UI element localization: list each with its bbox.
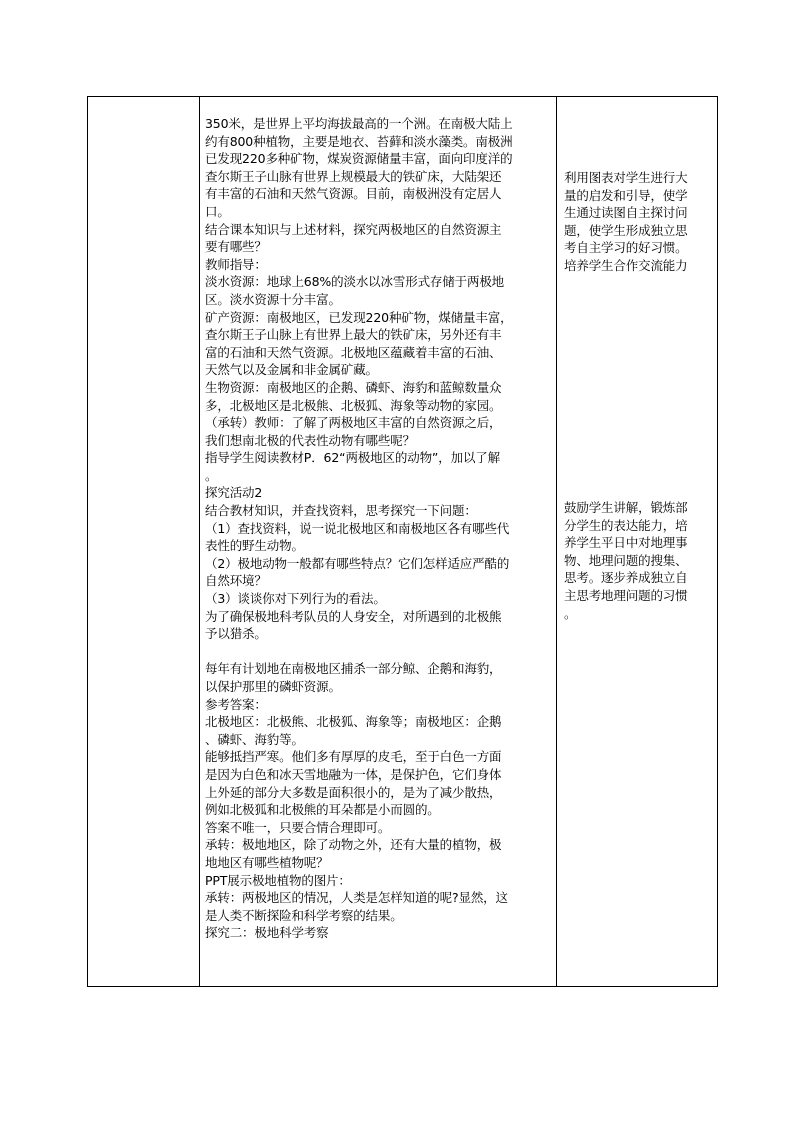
content-line: （2）极地动物一般都有哪些特点？它们怎样适应严酷的: [205, 555, 510, 571]
note-line: 利用图表对学生进行大: [564, 170, 688, 185]
note-line: 分学生的表达能力，培: [564, 517, 688, 533]
content-line: 、磷虾、海豹等。: [205, 731, 304, 747]
content-line: 北极地区：北极熊、北极狐、海象等；南极地区：企鹅: [205, 714, 502, 730]
note-line: 生通过读图自主探讨问: [564, 205, 688, 221]
content-line: 已发现220多种矿物，煤炭资源储量丰富，面向印度洋的: [205, 151, 513, 167]
content-line: 天然气以及金属和非金属矿藏。: [205, 362, 378, 378]
content-line: 结合教材知识，并查找资料，思考探究一下问题：: [205, 503, 477, 519]
content-line: [205, 643, 555, 661]
note-line: 。: [564, 605, 577, 621]
content-line: 区。淡水资源十分丰富。: [205, 291, 341, 307]
content-line: 是因为白色和冰天雪地融为一体，是保护色，它们身体: [205, 766, 502, 782]
column-divider-left: [199, 97, 200, 986]
content-line: 350米，是世界上平均海拔最高的一个洲。在南极大陆上: [205, 116, 513, 131]
note-line: 培养学生合作交流能力: [564, 257, 688, 273]
note-line: 主思考地理问题的习惯: [564, 587, 688, 603]
content-line: 参考答案：: [205, 696, 267, 712]
content-line: 每年有计划地在南极地区捕杀一部分鲸、企鹅和海豹，: [205, 661, 502, 677]
content-line: 是人类不断探险和科学考察的结果。: [205, 907, 403, 923]
content-line: 生物资源：南极地区的企鹅、磷虾、海豹和蓝鲸数量众: [205, 379, 502, 395]
note-line: 量的启发和引导，使学: [564, 187, 688, 203]
content-line: 例如北极狐和北极熊的耳朵都是小而圆的。: [205, 802, 440, 818]
content-line: 为了确保极地科考队员的人身安全，对所遇到的北极熊: [205, 608, 502, 624]
content-line: 。: [205, 467, 218, 483]
content-line: 要有哪些？: [205, 239, 267, 255]
content-line: 上外延的部分大多数是面积很小的，是为了减少散热，: [205, 784, 502, 800]
note-line: 思考。逐步养成独立自: [564, 570, 688, 586]
lesson-plan-table: [87, 96, 718, 987]
content-line: 探究二：极地科学考察: [205, 925, 329, 941]
content-line: （1）查找资料，说一说北极地区和南极地区各有哪些代: [205, 520, 510, 536]
design-intent-note-2: [564, 499, 716, 622]
content-line: 探究活动2: [205, 485, 263, 501]
content-line: 答案不唯一，只要合情合理即可。: [205, 819, 391, 835]
content-line: 表性的野生动物。: [205, 538, 304, 554]
note-line: 鼓励学生讲解，锻炼部: [564, 500, 688, 515]
content-line: 指导学生阅读教材P．62“两极地区的动物”，加以了解: [205, 450, 500, 466]
content-line: 淡水资源：地球上68%的淡水以冰雪形式存储于两极地: [205, 274, 505, 290]
content-line: 约有800种植物，主要是地衣、苔藓和淡水藻类。南极洲: [205, 133, 513, 149]
content-line: 承转：极地地区，除了动物之外，还有大量的植物，极: [205, 837, 502, 853]
note-line: 物、地理问题的搜集、: [564, 552, 688, 568]
content-line: 能够抵挡严寒。他们多有厚厚的皮毛，至于白色一方面: [205, 749, 502, 765]
content-line: 教师指导：: [205, 256, 267, 272]
design-intent-note-1: [564, 169, 716, 275]
note-line: 题，使学生形成独立思: [564, 222, 688, 238]
content-line: 予以猎杀。: [205, 626, 267, 642]
content-line: PPT展示极地植物的图片：: [205, 872, 351, 888]
content-line: 查尔斯王子山脉有世界上规模最大的铁矿床，大陆架还: [205, 168, 502, 184]
content-line: 查尔斯王子山脉上有世界上最大的铁矿床，另外还有丰: [205, 327, 502, 343]
content-line: （3）谈谈你对下列行为的看法。: [205, 591, 386, 607]
teaching-content-column: [205, 115, 555, 942]
column-divider-right: [556, 97, 557, 986]
note-line: 养学生平日中对地理事: [564, 535, 688, 551]
content-line: 结合课本知识与上述材料，探究两极地区的自然资源主: [205, 221, 502, 237]
content-line: 富的石油和天然气资源。北极地区蕴藏着丰富的石油、: [205, 344, 502, 360]
content-line: 自然环境？: [205, 573, 267, 589]
content-line: （承转）教师：了解了两极地区丰富的自然资源之后，: [205, 415, 502, 431]
content-line: 多，北极地区是北极熊、北极狐、海象等动物的家园。: [205, 397, 502, 413]
content-line: 口。: [205, 203, 230, 219]
content-line: 我们想南北极的代表性动物有哪些呢？: [205, 432, 415, 448]
note-line: 考自主学习的好习惯。: [564, 240, 688, 256]
content-line: 有丰富的石油和天然气资源。目前，南极洲没有定居人: [205, 186, 502, 202]
content-line: 承转：两极地区的情况，人类是怎样知道的呢?显然，这: [205, 890, 508, 906]
content-line: 地地区有哪些植物呢？: [205, 854, 329, 870]
content-line: 以保护那里的磷虾资源。: [205, 679, 341, 694]
content-line: 矿产资源：南极地区，已发现220种矿物，煤储量丰富，: [205, 309, 513, 325]
